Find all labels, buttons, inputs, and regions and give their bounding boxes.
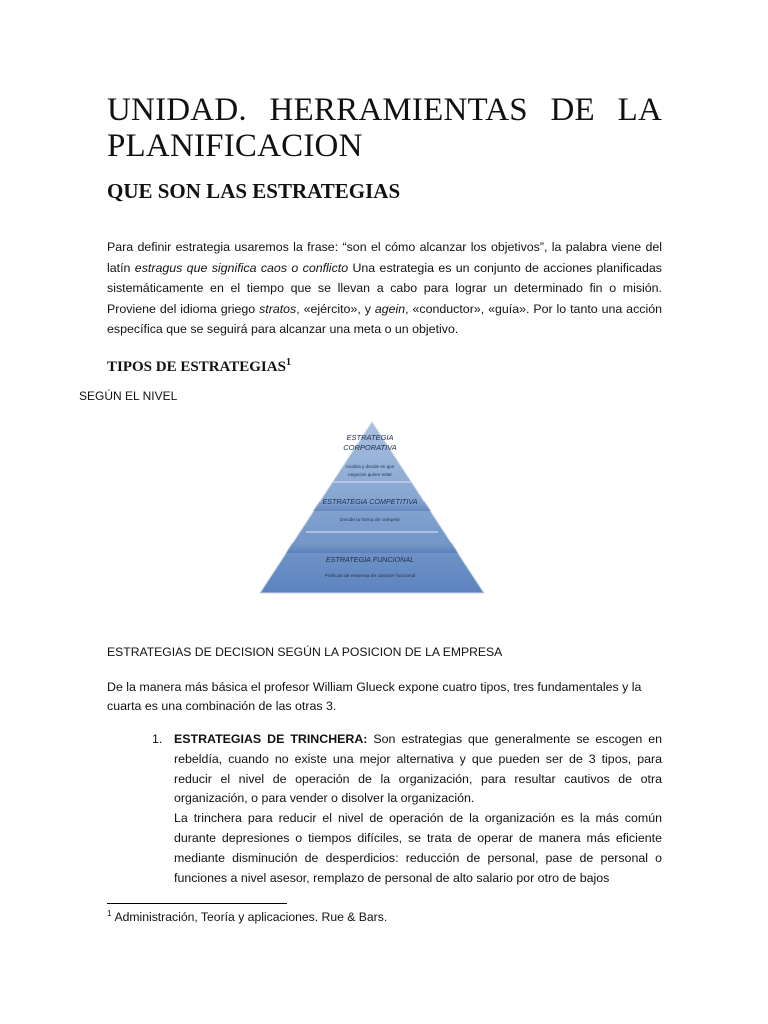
footnote-mark: 1 bbox=[107, 909, 112, 918]
list-item bbox=[152, 730, 662, 888]
list-item-title: ESTRATEGIAS DE TRINCHERA: bbox=[174, 732, 368, 746]
intro-text-4: , «conductor», «guía». Por lo tanto una acción específica que se seguirá para alcanzar una meta o un objetivo. bbox=[107, 301, 662, 336]
tipos-heading bbox=[107, 357, 291, 376]
tipos-heading-text: TIPOS DE ESTRATEGIAS bbox=[107, 359, 286, 375]
level-corporate-title-2: CORPORATIVA bbox=[343, 443, 397, 452]
footnote bbox=[107, 909, 387, 924]
segun-nivel-label: SEGÚN EL NIVEL bbox=[79, 389, 178, 403]
intro-text-3: , «ejército», y bbox=[296, 301, 375, 316]
intro-text-2: Una estrategia es un conjunto de acciones planificadas sistemáticamente en el tiempo que se llevan a cabo para lograr un determinado fin o misión. Proviene del idioma griego bbox=[107, 260, 662, 316]
level-competitive-desc: Decide la forma de competir bbox=[340, 518, 400, 523]
level-competitive-title: ESTRATEGIA COMPETITIVA bbox=[322, 497, 418, 506]
list-item-text: Son estrategias que generalmente se escogen en rebeldía, cuando no existe una mejor alternativa y que pueden ser de 3 tipos, para reducir el nivel de operación de la organización, para resultar cautivos de otra organización, o para vender o disolver la organización. bbox=[174, 732, 662, 806]
decision-heading: ESTRATEGIAS DE DECISION SEGÚN LA POSICION DE LA EMPRESA bbox=[107, 645, 503, 659]
document-title bbox=[107, 92, 662, 164]
title-line-1: UNIDAD. HERRAMIENTAS DE LA bbox=[107, 92, 662, 128]
level-corporate-desc-1: Analiza y decide en que bbox=[345, 464, 395, 469]
intro-italic-latin: estragus que significa caos o conflicto bbox=[134, 260, 349, 275]
footnote-text: Administración, Teoría y aplicaciones. Rue & Bars. bbox=[114, 910, 388, 925]
pyramid-svg bbox=[258, 420, 486, 596]
level-functional-desc: Políticas de empresa de carácter funcional bbox=[324, 574, 416, 579]
footnote-reference[interactable]: 1 bbox=[285, 357, 291, 368]
intro-paragraph bbox=[107, 237, 662, 340]
title-line-2: PLANIFICACION bbox=[107, 128, 363, 164]
section-heading: QUE SON LAS ESTRATEGIAS bbox=[107, 179, 401, 203]
intro-text-1: Para definir estrategia usaremos la frase: “son el cómo alcanzar los objetivos”, la palabra viene del latín bbox=[107, 240, 662, 275]
pyramid-band-functional bbox=[286, 543, 458, 553]
glueck-paragraph: De la manera más básica el profesor William Glueck expone cuatro tipos, tres fundamentales y la cuarta es una combinación de las otras 3. bbox=[107, 680, 642, 713]
strategy-pyramid-figure bbox=[258, 420, 486, 601]
level-corporate-desc-2: negocios quiere estar bbox=[348, 472, 392, 477]
list-item-paragraph-1 bbox=[174, 730, 662, 809]
level-corporate-title-1: ESTRATEGIA bbox=[346, 433, 394, 442]
list-item-paragraph-2: La trinchera para reducir el nivel de operación de la organización es la más común durante depresiones o tiempos difíciles, se trata de operar de manera más eficiente mediante disminución de desperdicios: reducción de personal, pase de personal o funciones a nivel asesor, remplazo de personal de alto salario por otro de bajos bbox=[174, 811, 662, 885]
footnote-separator bbox=[107, 903, 287, 904]
intro-italic-agein: agein bbox=[374, 301, 406, 316]
list-number: 1. bbox=[152, 732, 163, 746]
level-functional-title: ESTRATEGIA FUNCIONAL bbox=[325, 555, 415, 564]
intro-italic-stratos: stratos bbox=[259, 301, 297, 316]
